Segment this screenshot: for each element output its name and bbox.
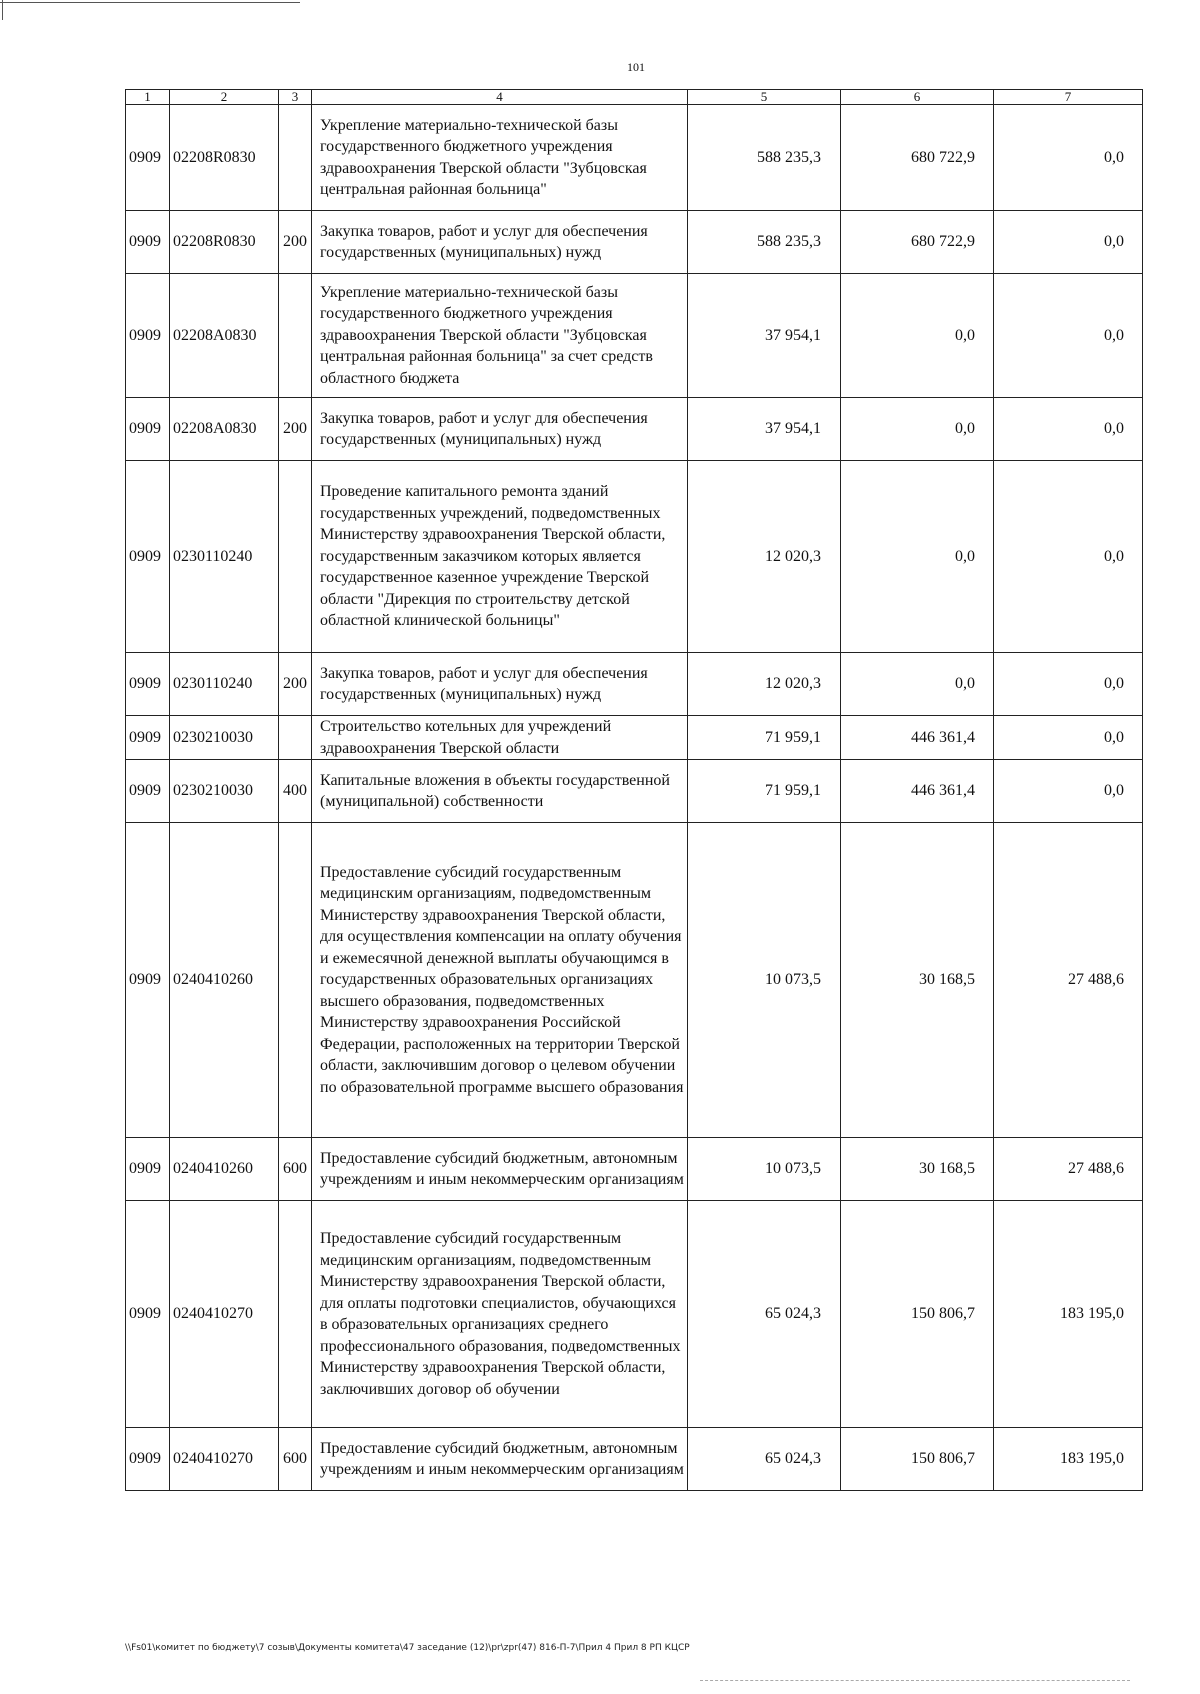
target-article-cell: 0230210030 <box>170 760 279 823</box>
scan-edge-left <box>2 0 3 20</box>
table-row <box>126 274 1143 398</box>
section-code-cell: 0909 <box>126 105 170 211</box>
target-article-cell: 02208A0830 <box>170 274 279 398</box>
amount-col6-cell: 446 361,4 <box>841 716 994 760</box>
expense-type-cell: 200 <box>279 653 312 716</box>
amount-col7-cell: 0,0 <box>994 653 1143 716</box>
table-row <box>126 716 1143 760</box>
section-code-cell: 0909 <box>126 274 170 398</box>
column-header: 3 <box>279 90 312 105</box>
amount-col6-cell: 680 722,9 <box>841 105 994 211</box>
amount-col5-cell: 588 235,3 <box>688 211 841 274</box>
section-code-cell: 0909 <box>126 653 170 716</box>
target-article-cell: 0230110240 <box>170 461 279 653</box>
amount-col5-cell: 37 954,1 <box>688 274 841 398</box>
item-name-cell: Предоставление субсидий бюджетным, автономным учреждениям и иным некоммерческим организациям <box>312 1428 688 1491</box>
target-article-cell: 0230210030 <box>170 716 279 760</box>
table-row <box>126 105 1143 211</box>
amount-col7-cell: 0,0 <box>994 398 1143 461</box>
item-name-cell: Предоставление субсидий бюджетным, автономным учреждениям и иным некоммерческим организациям <box>312 1138 688 1201</box>
amount-col5-cell: 65 024,3 <box>688 1428 841 1491</box>
expense-type-cell: 600 <box>279 1428 312 1491</box>
column-header: 4 <box>312 90 688 105</box>
item-name-cell: Укрепление материально-технической базы государственного бюджетного учреждения здравоохранения Тверской области "Зубцовская центральная районная больница" <box>312 105 688 211</box>
section-code-cell: 0909 <box>126 1138 170 1201</box>
section-code-cell: 0909 <box>126 461 170 653</box>
expense-type-cell <box>279 274 312 398</box>
item-name-cell: Закупка товаров, работ и услуг для обеспечения государственных (муниципальных) нужд <box>312 653 688 716</box>
amount-col6-cell: 446 361,4 <box>841 760 994 823</box>
target-article-cell: 02208R0830 <box>170 105 279 211</box>
item-name-cell: Проведение капитального ремонта зданий государственных учреждений, подведомственных Министерству здравоохранения Тверской области, государственным заказчиком которых является государственное казенное учреждение Тверской области "Дирекция по строительству детской областной клинической больницы" <box>312 461 688 653</box>
expense-type-cell <box>279 105 312 211</box>
column-header: 2 <box>170 90 279 105</box>
expense-type-cell <box>279 823 312 1138</box>
item-name-cell: Предоставление субсидий государственным медицинским организациям, подведомственным Министерству здравоохранения Тверской области, для осуществления компенсации на оплату обучения и ежемесячной денежной выплаты обучающимся в государственных образовательных организациях высшего образования, подведомственных Министерству здравоохранения Российской Федерации, расположенных на территории Тверской области, заключившим договор о целевом обучении по образовательной программе высшего образования <box>312 823 688 1138</box>
footer-file-path: \\Fs01\комитет по бюджету\7 созыв\Документы комитета\47 заседание (12)\pr\zpr(47) 816-П-7\Прил 4 Прил 8 РП КЦСР <box>125 1643 690 1653</box>
table-row <box>126 211 1143 274</box>
budget-table <box>125 89 1143 1491</box>
target-article-cell: 0240410260 <box>170 1138 279 1201</box>
amount-col5-cell: 71 959,1 <box>688 716 841 760</box>
amount-col6-cell: 0,0 <box>841 398 994 461</box>
section-code-cell: 0909 <box>126 716 170 760</box>
amount-col6-cell: 30 168,5 <box>841 1138 994 1201</box>
amount-col5-cell: 71 959,1 <box>688 760 841 823</box>
amount-col7-cell: 27 488,6 <box>994 823 1143 1138</box>
item-name-cell: Капитальные вложения в объекты государственной (муниципальной) собственности <box>312 760 688 823</box>
amount-col6-cell: 150 806,7 <box>841 1428 994 1491</box>
amount-col7-cell: 183 195,0 <box>994 1201 1143 1428</box>
table-row <box>126 398 1143 461</box>
amount-col5-cell: 12 020,3 <box>688 653 841 716</box>
target-article-cell: 02208R0830 <box>170 211 279 274</box>
amount-col6-cell: 30 168,5 <box>841 823 994 1138</box>
amount-col5-cell: 37 954,1 <box>688 398 841 461</box>
expense-type-cell <box>279 716 312 760</box>
section-code-cell: 0909 <box>126 823 170 1138</box>
column-header: 5 <box>688 90 841 105</box>
amount-col7-cell: 27 488,6 <box>994 1138 1143 1201</box>
table-row <box>126 461 1143 653</box>
target-article-cell: 0240410270 <box>170 1428 279 1491</box>
item-name-cell: Закупка товаров, работ и услуг для обеспечения государственных (муниципальных) нужд <box>312 398 688 461</box>
amount-col5-cell: 12 020,3 <box>688 461 841 653</box>
section-code-cell: 0909 <box>126 398 170 461</box>
amount-col7-cell: 0,0 <box>994 105 1143 211</box>
section-code-cell: 0909 <box>126 760 170 823</box>
amount-col5-cell: 10 073,5 <box>688 823 841 1138</box>
item-name-cell: Закупка товаров, работ и услуг для обеспечения государственных (муниципальных) нужд <box>312 211 688 274</box>
expense-type-cell <box>279 461 312 653</box>
scan-edge-top <box>0 2 300 3</box>
expense-type-cell <box>279 1201 312 1428</box>
amount-col5-cell: 588 235,3 <box>688 105 841 211</box>
amount-col7-cell: 0,0 <box>994 461 1143 653</box>
table-row <box>126 1201 1143 1428</box>
amount-col6-cell: 150 806,7 <box>841 1201 994 1428</box>
column-header: 6 <box>841 90 994 105</box>
table-row <box>126 1138 1143 1201</box>
target-article-cell: 0240410260 <box>170 823 279 1138</box>
section-code-cell: 0909 <box>126 1428 170 1491</box>
amount-col6-cell: 0,0 <box>841 653 994 716</box>
amount-col7-cell: 0,0 <box>994 716 1143 760</box>
expense-type-cell: 400 <box>279 760 312 823</box>
amount-col5-cell: 10 073,5 <box>688 1138 841 1201</box>
table-row <box>126 1428 1143 1491</box>
column-header-row <box>126 90 1143 105</box>
target-article-cell: 0230110240 <box>170 653 279 716</box>
item-name-cell: Строительство котельных для учреждений здравоохранения Тверской области <box>312 716 688 760</box>
amount-col6-cell: 0,0 <box>841 461 994 653</box>
footer-rule <box>700 1680 1130 1681</box>
amount-col7-cell: 0,0 <box>994 211 1143 274</box>
expense-type-cell: 200 <box>279 211 312 274</box>
page-number: 101 <box>627 60 645 74</box>
expense-type-cell: 200 <box>279 398 312 461</box>
amount-col6-cell: 680 722,9 <box>841 211 994 274</box>
item-name-cell: Предоставление субсидий государственным медицинским организациям, подведомственным Министерству здравоохранения Тверской области, для оплаты подготовки специалистов, обучающихся в образовательных организациях среднего профессионального образования, подведомственных Министерству здравоохранения Тверской области, заключивших договор об обучении <box>312 1201 688 1428</box>
amount-col5-cell: 65 024,3 <box>688 1201 841 1428</box>
expense-type-cell: 600 <box>279 1138 312 1201</box>
amount-col6-cell: 0,0 <box>841 274 994 398</box>
table-row <box>126 653 1143 716</box>
item-name-cell: Укрепление материально-технической базы государственного бюджетного учреждения здравоохранения Тверской области "Зубцовская центральная районная больница" за счет средств областного бюджета <box>312 274 688 398</box>
target-article-cell: 0240410270 <box>170 1201 279 1428</box>
section-code-cell: 0909 <box>126 211 170 274</box>
table-row <box>126 760 1143 823</box>
target-article-cell: 02208A0830 <box>170 398 279 461</box>
amount-col7-cell: 0,0 <box>994 274 1143 398</box>
amount-col7-cell: 0,0 <box>994 760 1143 823</box>
section-code-cell: 0909 <box>126 1201 170 1428</box>
column-header: 7 <box>994 90 1143 105</box>
table-row <box>126 823 1143 1138</box>
amount-col7-cell: 183 195,0 <box>994 1428 1143 1491</box>
column-header: 1 <box>126 90 170 105</box>
